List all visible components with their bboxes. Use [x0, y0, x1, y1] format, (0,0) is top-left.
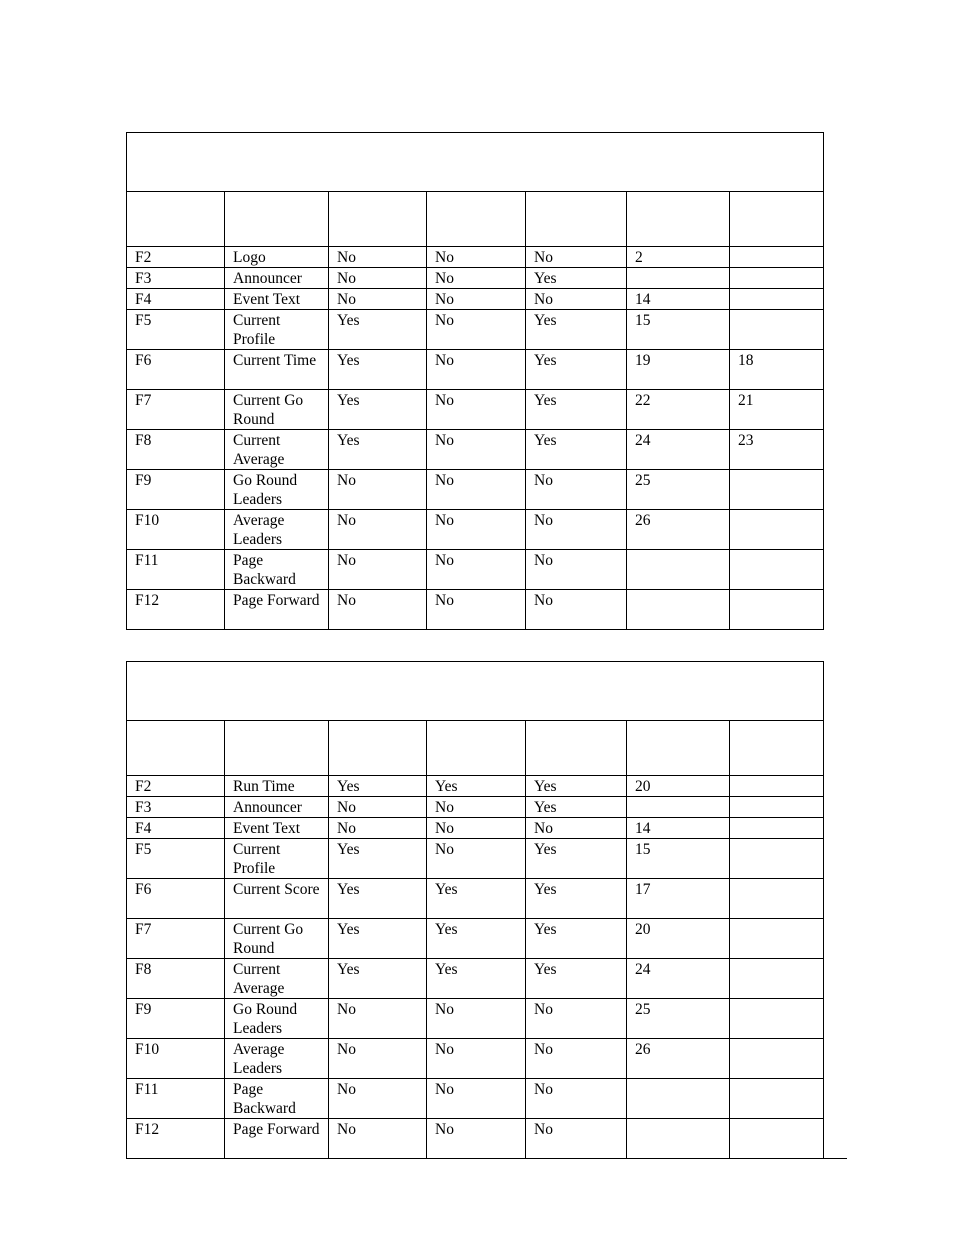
table-cell: Yes: [526, 797, 627, 818]
table-cell: No: [427, 550, 526, 590]
table-row: [127, 839, 824, 879]
table-cell: [730, 879, 824, 919]
function-cell: Current Profile: [225, 839, 329, 879]
table-cell: No: [526, 510, 627, 550]
table-cell: No: [329, 999, 427, 1039]
table-cell: 24: [627, 959, 730, 999]
table-row: [127, 818, 824, 839]
table-cell: Yes: [526, 390, 627, 430]
table-cell: No: [329, 268, 427, 289]
table-cell: 23: [730, 430, 824, 470]
function-cell: Announcer: [225, 268, 329, 289]
table-row: [127, 879, 824, 919]
table-cell: No: [329, 590, 427, 630]
table-cell: Yes: [526, 776, 627, 797]
table-cell: 15: [627, 839, 730, 879]
table-cell: No: [427, 818, 526, 839]
table-cell: Yes: [329, 310, 427, 350]
table-row: [127, 1079, 824, 1119]
table-cell: Yes: [329, 959, 427, 999]
table-row: [127, 1039, 824, 1079]
table-cell: [730, 797, 824, 818]
header-cell: [730, 721, 824, 776]
table-cell: [730, 1039, 824, 1079]
table-cell: No: [329, 818, 427, 839]
key-cell: F3: [127, 268, 225, 289]
table-body: [127, 133, 824, 630]
function-cell: Logo: [225, 247, 329, 268]
table-cell: Yes: [329, 776, 427, 797]
key-cell: F3: [127, 797, 225, 818]
function-cell: Run Time: [225, 776, 329, 797]
table-cell: No: [526, 1039, 627, 1079]
function-cell: Current Average: [225, 430, 329, 470]
table-cell: No: [427, 999, 526, 1039]
table-cell: 14: [627, 818, 730, 839]
key-cell: F12: [127, 1119, 225, 1159]
table-body: [127, 662, 824, 1159]
table-caption: [127, 662, 824, 721]
table-cell: [730, 818, 824, 839]
table-row: [127, 510, 824, 550]
table-cell: Yes: [329, 879, 427, 919]
table-cell: 26: [627, 510, 730, 550]
function-cell: Current Average: [225, 959, 329, 999]
table-cell: [730, 1119, 824, 1159]
header-cell: [627, 721, 730, 776]
header-cell: [427, 192, 526, 247]
table-cell: Yes: [526, 879, 627, 919]
header-cell: [329, 192, 427, 247]
table-row: [127, 289, 824, 310]
table-cell: 26: [627, 1039, 730, 1079]
table-cell: No: [427, 247, 526, 268]
function-cell: Page Backward: [225, 550, 329, 590]
table-cell: [627, 268, 730, 289]
table-cell: No: [427, 1039, 526, 1079]
footer-rule: [138, 1158, 847, 1159]
table-cell: [627, 590, 730, 630]
table-cell: 20: [627, 919, 730, 959]
table-cell: [730, 247, 824, 268]
table-row: [127, 999, 824, 1039]
header-cell: [427, 721, 526, 776]
key-cell: F4: [127, 818, 225, 839]
table-cell: No: [526, 550, 627, 590]
table-cell: Yes: [329, 839, 427, 879]
table-row: [127, 776, 824, 797]
function-cell: Current Time: [225, 350, 329, 390]
table-cell: No: [329, 550, 427, 590]
table-cell: Yes: [526, 839, 627, 879]
key-cell: F8: [127, 430, 225, 470]
key-cell: F6: [127, 350, 225, 390]
function-cell: Current Go Round: [225, 919, 329, 959]
key-cell: F5: [127, 310, 225, 350]
table-cell: Yes: [526, 310, 627, 350]
key-cell: F6: [127, 879, 225, 919]
table-cell: Yes: [329, 350, 427, 390]
table-cell: No: [526, 818, 627, 839]
table-cell: No: [526, 1079, 627, 1119]
table-cell: No: [329, 247, 427, 268]
table-cell: 19: [627, 350, 730, 390]
key-cell: F9: [127, 470, 225, 510]
table-row: [127, 390, 824, 430]
table-cell: No: [427, 1119, 526, 1159]
table-cell: [730, 590, 824, 630]
table-cell: No: [329, 1079, 427, 1119]
function-cell: Announcer: [225, 797, 329, 818]
table-cell: No: [329, 1039, 427, 1079]
table-cell: [730, 310, 824, 350]
table-cell: Yes: [526, 350, 627, 390]
function-cell: Event Text: [225, 818, 329, 839]
table-cell: No: [427, 510, 526, 550]
key-cell: F10: [127, 510, 225, 550]
key-cell: F9: [127, 999, 225, 1039]
table-cell: [730, 959, 824, 999]
table-caption: [127, 133, 824, 192]
table-cell: No: [427, 268, 526, 289]
header-cell: [225, 192, 329, 247]
table-cell: No: [526, 470, 627, 510]
table-cell: Yes: [427, 776, 526, 797]
table-cell: 24: [627, 430, 730, 470]
header-cell: [127, 721, 225, 776]
table-cell: No: [329, 1119, 427, 1159]
key-cell: F7: [127, 390, 225, 430]
table-cell: Yes: [526, 268, 627, 289]
table-cell: Yes: [526, 919, 627, 959]
table-cell: No: [427, 797, 526, 818]
table-cell: Yes: [526, 430, 627, 470]
function-cell: Current Score: [225, 879, 329, 919]
header-cell: [526, 192, 627, 247]
table-cell: No: [329, 797, 427, 818]
table-cell: Yes: [526, 959, 627, 999]
key-cell: F2: [127, 776, 225, 797]
function-cell: Average Leaders: [225, 1039, 329, 1079]
function-cell: Current Profile: [225, 310, 329, 350]
function-cell: Go Round Leaders: [225, 999, 329, 1039]
table-cell: [730, 999, 824, 1039]
table-header-row: [127, 192, 824, 247]
table-caption-row: [127, 662, 824, 721]
table-cell: Yes: [329, 430, 427, 470]
header-cell: [627, 192, 730, 247]
table-cell: [730, 1079, 824, 1119]
table-row: [127, 590, 824, 630]
table-cell: 14: [627, 289, 730, 310]
table-cell: 25: [627, 470, 730, 510]
table-header-row: [127, 721, 824, 776]
table-cell: No: [526, 247, 627, 268]
table-cell: No: [329, 470, 427, 510]
key-cell: F2: [127, 247, 225, 268]
key-cell: F7: [127, 919, 225, 959]
table-caption-row: [127, 133, 824, 192]
table-cell: No: [427, 470, 526, 510]
table-cell: [730, 919, 824, 959]
key-cell: F11: [127, 1079, 225, 1119]
table-cell: No: [526, 590, 627, 630]
table-cell: 15: [627, 310, 730, 350]
table-cell: 18: [730, 350, 824, 390]
table-cell: No: [427, 289, 526, 310]
table-cell: [730, 268, 824, 289]
table-cell: No: [427, 390, 526, 430]
table-cell: [730, 776, 824, 797]
function-cell: Page Forward: [225, 1119, 329, 1159]
header-cell: [127, 192, 225, 247]
table-cell: No: [427, 1079, 526, 1119]
table-cell: [730, 470, 824, 510]
function-key-table-2: [126, 661, 824, 1159]
table-cell: 21: [730, 390, 824, 430]
table-cell: No: [427, 430, 526, 470]
table-cell: 20: [627, 776, 730, 797]
table-cell: [730, 550, 824, 590]
function-cell: Page Backward: [225, 1079, 329, 1119]
table-cell: No: [329, 510, 427, 550]
table-row: [127, 350, 824, 390]
table-cell: Yes: [329, 919, 427, 959]
table-cell: No: [427, 839, 526, 879]
table-cell: Yes: [427, 959, 526, 999]
header-cell: [526, 721, 627, 776]
table-cell: No: [427, 310, 526, 350]
table-cell: [627, 550, 730, 590]
key-cell: F8: [127, 959, 225, 999]
table-row: [127, 470, 824, 510]
table-cell: No: [427, 590, 526, 630]
table-cell: Yes: [427, 879, 526, 919]
table-cell: 17: [627, 879, 730, 919]
table-row: [127, 268, 824, 289]
table-row: [127, 430, 824, 470]
table-cell: No: [526, 1119, 627, 1159]
table-row: [127, 247, 824, 268]
table-cell: [627, 797, 730, 818]
table-row: [127, 550, 824, 590]
table-cell: No: [526, 289, 627, 310]
table-cell: 25: [627, 999, 730, 1039]
table-row: [127, 1119, 824, 1159]
key-cell: F4: [127, 289, 225, 310]
table-cell: [627, 1079, 730, 1119]
table-cell: No: [329, 289, 427, 310]
table-cell: 22: [627, 390, 730, 430]
key-cell: F5: [127, 839, 225, 879]
function-cell: Event Text: [225, 289, 329, 310]
function-cell: Current Go Round: [225, 390, 329, 430]
key-cell: F10: [127, 1039, 225, 1079]
table-row: [127, 797, 824, 818]
table-cell: Yes: [329, 390, 427, 430]
function-cell: Page Forward: [225, 590, 329, 630]
function-cell: Go Round Leaders: [225, 470, 329, 510]
header-cell: [225, 721, 329, 776]
table-cell: [730, 510, 824, 550]
table-cell: [627, 1119, 730, 1159]
table-row: [127, 959, 824, 999]
table-row: [127, 919, 824, 959]
function-cell: Average Leaders: [225, 510, 329, 550]
header-cell: [329, 721, 427, 776]
table-cell: Yes: [427, 919, 526, 959]
table-cell: [730, 289, 824, 310]
key-cell: F12: [127, 590, 225, 630]
header-cell: [730, 192, 824, 247]
table-cell: [730, 839, 824, 879]
table-row: [127, 310, 824, 350]
table-cell: No: [526, 999, 627, 1039]
table-cell: 2: [627, 247, 730, 268]
table-cell: No: [427, 350, 526, 390]
function-key-table-1: [126, 132, 824, 630]
key-cell: F11: [127, 550, 225, 590]
